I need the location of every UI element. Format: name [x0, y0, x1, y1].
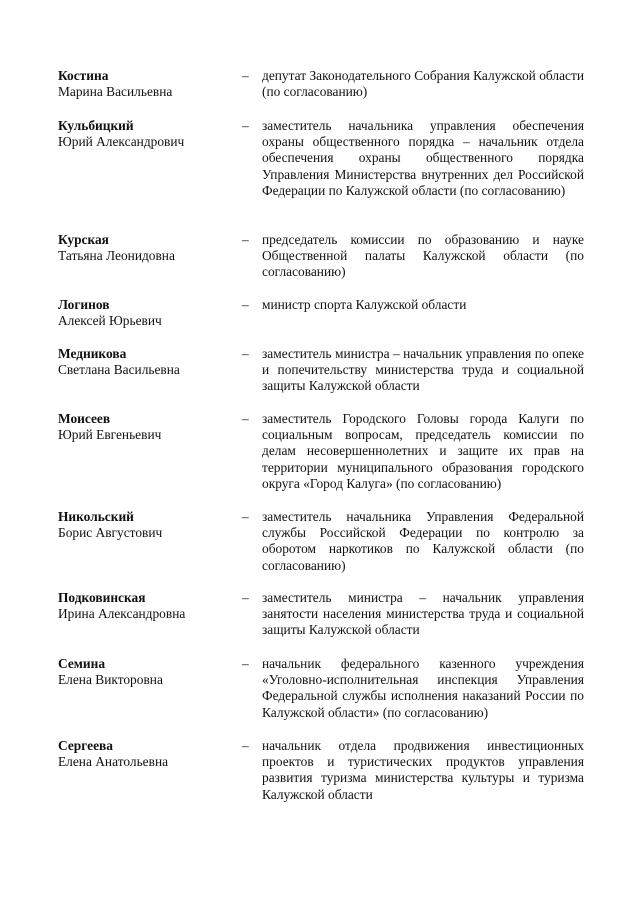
member-position: председатель комиссии по образованию и науке Общественной палаты Калужской области (по согласованию) — [262, 232, 584, 280]
member-given-names: Юрий Евгеньевич — [58, 427, 162, 443]
member-given-names: Татьяна Леонидовна — [58, 248, 175, 264]
member-name — [58, 738, 236, 770]
separator-dash: – — [242, 118, 249, 133]
separator-dash: – — [242, 738, 249, 753]
member-position: министр спорта Калужской области — [262, 297, 467, 312]
member-given-names: Марина Васильевна — [58, 84, 173, 100]
member-position: депутат Законодательного Собрания Калужской области (по согласованию) — [262, 68, 584, 100]
separator-dash: – — [242, 68, 249, 83]
member-surname: Логинов — [58, 297, 110, 312]
member-given-names: Елена Викторовна — [58, 672, 163, 688]
member-position: заместитель министра – начальник управления занятости населения министерства труда и социальной защиты Калужской области — [262, 590, 584, 638]
separator-dash: – — [242, 509, 249, 524]
member-position: начальник отдела продвижения инвестиционных проектов и туристических продуктов управления развития туризма министерства культуры и туризма Калужской области — [262, 738, 584, 802]
member-position: заместитель начальника управления обеспечения охраны общественного порядка – начальник отдела обеспечения охраны общественного порядка Управления Министерства внутренних дел Российской Федерации по Калужской области (по согласованию) — [262, 118, 584, 198]
member-surname: Никольский — [58, 509, 134, 524]
member-name — [58, 346, 236, 378]
member-name — [58, 297, 236, 329]
member-name — [58, 656, 236, 688]
member-position: заместитель министра – начальник управления по опеке и попечительству министерства труда и социальной защиты Калужской области — [262, 346, 584, 394]
member-surname: Костина — [58, 68, 109, 83]
member-given-names: Алексей Юрьевич — [58, 313, 162, 329]
member-name — [58, 590, 236, 622]
member-position: заместитель начальника Управления Федеральной службы Российской Федерации по контролю за оборотом наркотиков по Калужской области (по согласованию) — [262, 509, 584, 573]
separator-dash: – — [242, 346, 249, 361]
member-given-names: Ирина Александровна — [58, 606, 186, 622]
separator-dash: – — [242, 656, 249, 671]
member-name — [58, 411, 236, 443]
member-surname: Моисеев — [58, 411, 111, 426]
member-name — [58, 509, 236, 541]
member-position: заместитель Городского Головы города Калуги по социальным вопросам, председатель комиссии по делам несовершеннолетних и защите их прав на территории муниципального образования городского округа «Город Калуга» (по согласованию) — [262, 411, 584, 491]
separator-dash: – — [242, 297, 249, 312]
separator-dash: – — [242, 232, 249, 247]
member-surname: Кульбицкий — [58, 118, 134, 133]
member-position: начальник федерального казенного учреждения «Уголовно-исполнительная инспекция Управления Федеральной службы исполнения наказаний России по Калужской области» (по согласованию) — [262, 656, 584, 720]
separator-dash: – — [242, 411, 249, 426]
separator-dash: – — [242, 590, 249, 605]
member-surname: Подковинская — [58, 590, 146, 605]
member-surname: Сергеева — [58, 738, 113, 753]
member-given-names: Елена Анатольевна — [58, 754, 169, 770]
member-name — [58, 118, 236, 150]
member-surname: Курская — [58, 232, 109, 247]
member-surname: Медникова — [58, 346, 127, 361]
member-given-names: Светлана Васильевна — [58, 362, 180, 378]
member-surname: Семина — [58, 656, 106, 671]
member-name — [58, 68, 236, 100]
member-given-names: Борис Августович — [58, 525, 163, 541]
member-given-names: Юрий Александрович — [58, 134, 185, 150]
member-name — [58, 232, 236, 264]
